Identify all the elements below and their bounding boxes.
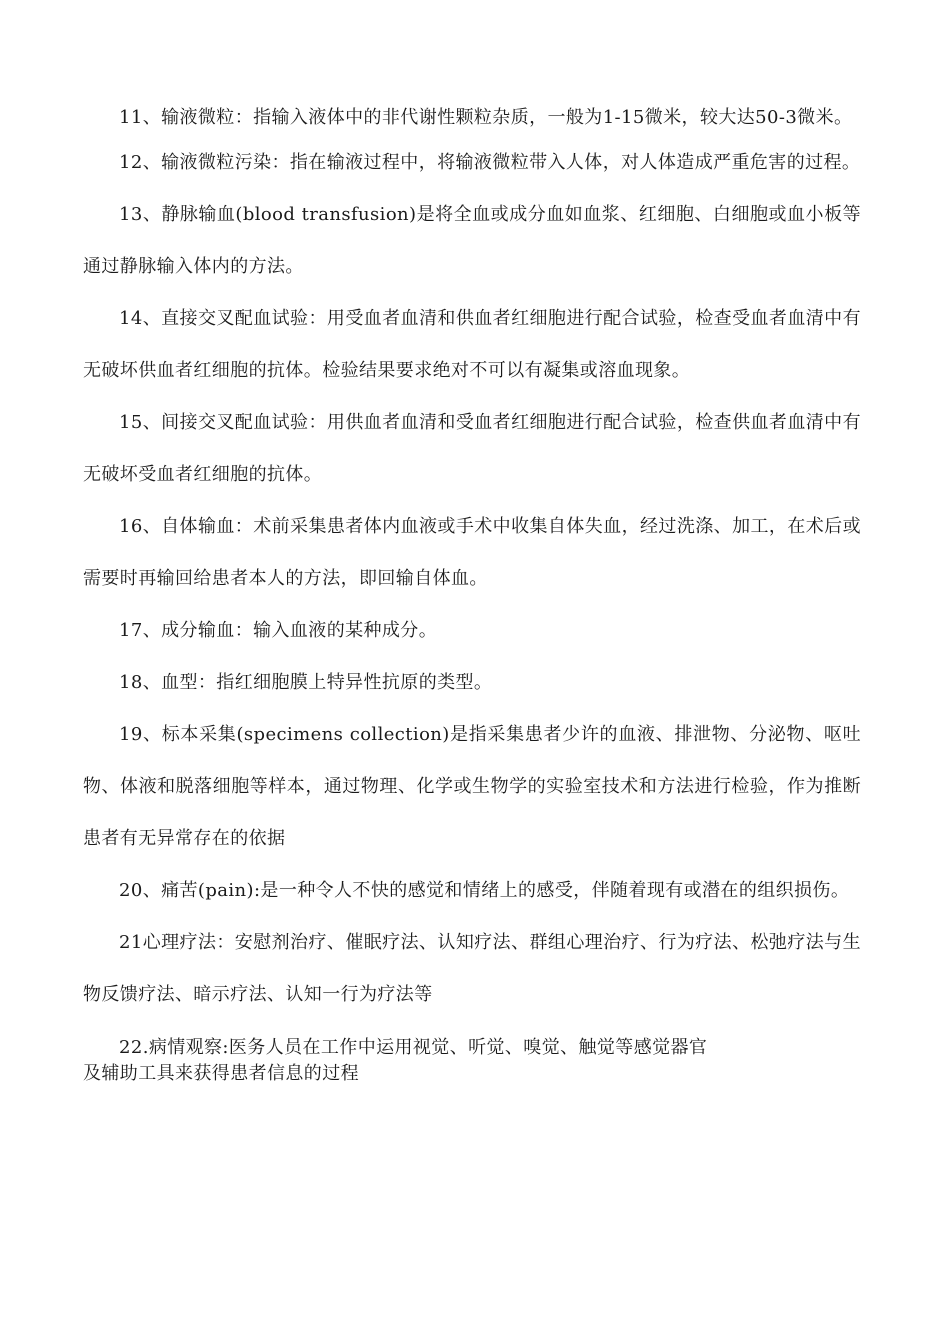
paragraph-13: 13、静脉输血(blood transfusion)是将全血或成分血如血浆、红细胞、白细胞或血小板等通过静脉输入体内的方法。	[83, 204, 861, 277]
paragraph-15: 15、间接交叉配血试验：用供血者血清和受血者红细胞进行配合试验，检查供血者血清中有无破坏受血者红细胞的抗体。	[83, 412, 861, 485]
paragraph-19: 19、标本采集(specimens collection)是指采集患者少许的血液、排泄物、分泌物、呕吐物、体液和脱落细胞等样本，通过物理、化学或生物学的实验室技术和方法进行检验，作为推断患者有无异常存在的依据	[83, 724, 861, 849]
paragraph-22-line2: 及辅助工具来获得患者信息的过程	[83, 1063, 359, 1084]
paragraph-21: 21心理疗法：安慰剂治疗、催眠疗法、认知疗法、群组心理治疗、行为疗法、松弛疗法与生物反馈疗法、暗示疗法、认知一行为疗法等	[83, 932, 861, 1005]
paragraph-20: 20、痛苦(pain):是一种令人不快的感觉和情绪上的感受，伴随着现有或潜在的组织损伤。	[119, 880, 850, 901]
paragraph-18: 18、血型：指红细胞膜上特异性抗原的类型。	[119, 672, 493, 693]
paragraph-12: 12、输液微粒污染：指在输液过程中，将输液微粒带入人体，对人体造成严重危害的过程。	[119, 152, 861, 173]
document-page	[83, 105, 861, 1087]
paragraph-16: 16、自体输血：术前采集患者体内血液或手术中收集自体失血，经过洗涤、加工，在术后或需要时再输回给患者本人的方法，即回输自体血。	[83, 516, 861, 589]
paragraph-17: 17、成分输血：输入血液的某种成分。	[119, 620, 438, 641]
paragraph-11: 11、输液微粒：指输入液体中的非代谢性颗粒杂质，一般为1-15微米，较大达50-3微米。	[119, 107, 853, 128]
paragraph-14: 14、直接交叉配血试验：用受血者血清和供血者红细胞进行配合试验，检查受血者血清中有无破坏供血者红细胞的抗体。检验结果要求绝对不可以有凝集或溶血现象。	[83, 308, 861, 381]
paragraph-22-line1: 22.病情观察:医务人员在工作中运用视觉、听觉、嗅觉、触觉等感觉器官	[119, 1037, 708, 1058]
paragraph-22	[83, 1035, 861, 1087]
